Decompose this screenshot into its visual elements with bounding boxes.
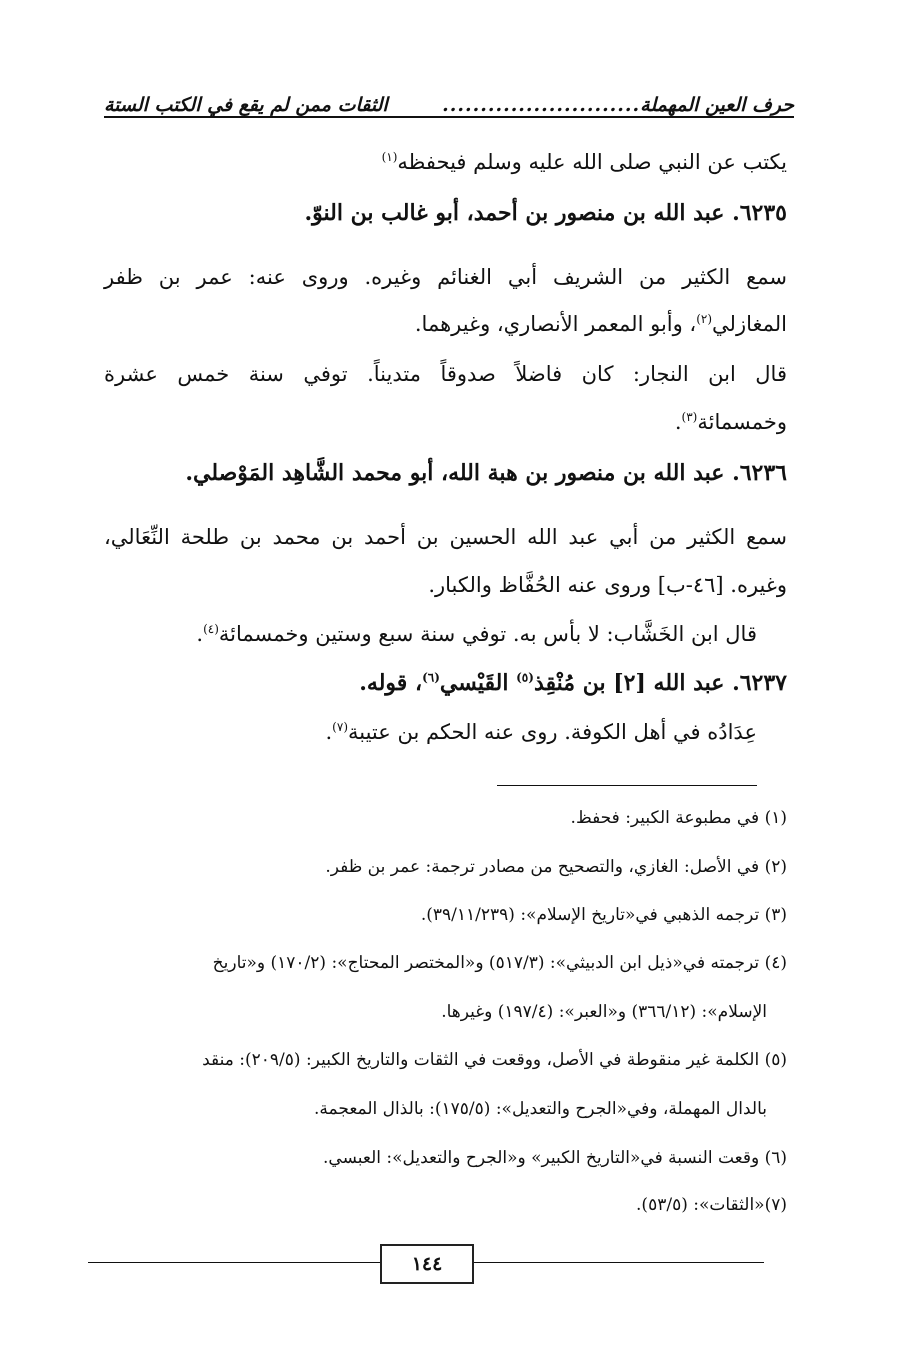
entry-name: ٦٢٣٧. عبد الله [٢] بن مُنْقِذ [533, 670, 787, 696]
body-line: وغيره. [٤٦-ب] وروى عنه الحُفَّاظ والكبار. [428, 573, 787, 597]
running-header [104, 86, 794, 118]
body-line [196, 622, 757, 646]
body-text: يكتب عن النبي صلى الله عليه وسلم فيحفظه [397, 150, 787, 174]
body-line [382, 150, 787, 174]
footnote-ref: (٣) [681, 410, 698, 424]
bottom-rule-right [474, 1262, 764, 1263]
footnote-5-line2: بالدال المهملة، وفي«الجرح والتعديل»: (١٧٥/٥): بالذال المعجمة. [314, 1099, 767, 1119]
body-line: سمع الكثير من الشريف أبي الغنائم وغيره. وروى عنه: عمر بن ظفر [104, 265, 787, 289]
body-line [675, 410, 787, 434]
entry-nisba: القَيْسي [439, 670, 517, 696]
entry-heading-6236: ٦٢٣٦. عبد الله بن منصور بن هبة الله، أبو محمد الشَّاهِد المَوْصلي. [185, 460, 787, 486]
body-text: وخمسمائة [697, 410, 787, 434]
header-book-title: الثقات ممن لم يقع في الكتب الستة [104, 94, 388, 116]
body-line: سمع الكثير من أبي عبد الله الحسين بن أحمد بن محمد بن طلحة النِّعَالي، [104, 525, 787, 549]
footnote-6: (٦) وقعت النسبة في«التاريخ الكبير» و«الجرح والتعديل»: العبسي. [323, 1148, 787, 1168]
entry-heading-6235: ٦٢٣٥. عبد الله بن منصور بن أحمد، أبو غالب بن النوّ. [304, 200, 787, 226]
body-text: عِدَادُه في أهل الكوفة. روى عنه الحكم بن عتيبة [348, 720, 757, 744]
footnote-ref: (٧) [332, 720, 348, 734]
body-text: ، وأبو المعمر الأنصاري، وغيرهما. [414, 312, 697, 336]
body-line [325, 720, 757, 744]
footnote-1: (١) في مطبوعة الكبير: فحفظ. [570, 808, 787, 828]
body-line [415, 312, 787, 336]
bottom-rule-left [88, 1262, 380, 1263]
footnote-separator [497, 785, 757, 786]
footnote-ref: (٢) [696, 312, 713, 326]
footnote-4-line2: الإسلام»: (٣٦٦/١٢) و«العبر»: (١٩٧/٤) وغيرها. [441, 1002, 767, 1022]
body-text: قال ابن الخَشَّاب: لا بأس به. توفي سنة سبع وستين وخمسمائة [218, 622, 757, 646]
footnote-4-line1: (٤) ترجمته في«ذيل ابن الدبيثي»: (٥١٧/٣) و«المختصر المحتاج»: (١٧٠/٢) و«تاريخ [212, 953, 787, 973]
body-text: المغازلي [712, 312, 787, 336]
body-text: . [674, 410, 682, 434]
footnote-ref: (٤) [203, 622, 219, 636]
footnote-7: (٧)«الثقات»: (٥٣/٥). [636, 1195, 787, 1215]
footnote-3: (٣) ترجمه الذهبي في«تاريخ الإسلام»: (٣٩/١١/٢٣٩). [420, 905, 787, 925]
page-number: ١٤٤ [380, 1244, 474, 1284]
body-line: قال ابن النجار: كان فاضلاً صدوقاً متديناً. توفي سنة خمس عشرة [104, 362, 787, 386]
footnote-ref: (٦) [422, 670, 440, 685]
footnote-2: (٢) في الأصل: الغازي، والتصحيح من مصادر ترجمة: عمر بن ظفر. [325, 857, 787, 877]
body-text: . [196, 622, 204, 646]
footnote-ref: (١) [381, 150, 398, 164]
footnote-5-line1: (٥) الكلمة غير منقوطة في الأصل، ووقعت في الثقات والتاريخ الكبير: (٢٠٩/٥): منقد [202, 1050, 787, 1070]
body-text: . [325, 720, 333, 744]
header-dots: .......................... [442, 94, 641, 116]
entry-tail: ، قوله. [359, 670, 423, 696]
footnote-ref: (٥) [516, 670, 534, 685]
header-chapter: حرف العين المهملة [640, 94, 794, 116]
entry-heading-6237 [359, 670, 787, 696]
